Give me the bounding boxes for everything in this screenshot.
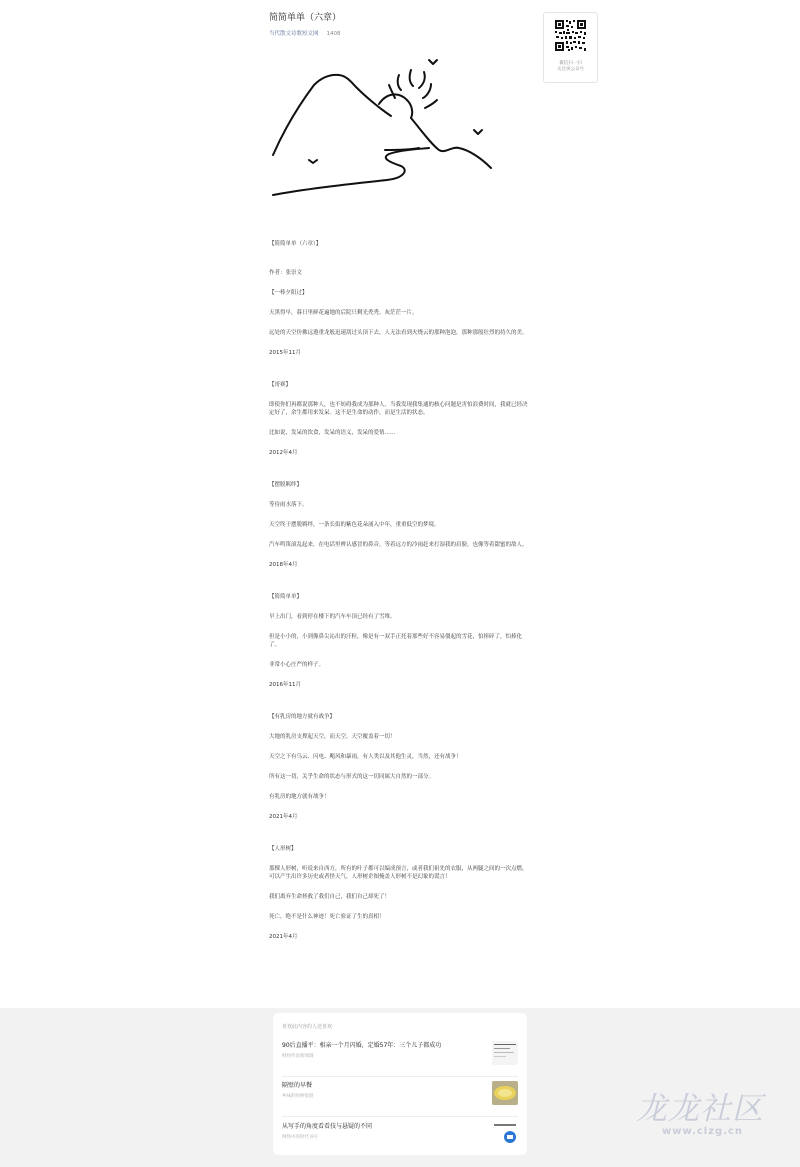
recommend-item[interactable] <box>282 1122 518 1154</box>
recommend-item-source: 乡味的时候很晨 <box>282 1094 314 1099</box>
article-paragraph: 我们离弃生命拯救了我们自己，我们自己却死了！ <box>269 894 391 900</box>
article-paragraph: 那棵人形树，听说来自西方，所有的叶子都可以编成预言，或者我们祖先的衣服，从两腿之间的一次点燃，可以产生出许多历史或者怪天气，人形树企图掩盖人形树不是幻象的谎言！ <box>269 866 528 880</box>
site-watermark <box>636 1092 786 1142</box>
article-paragraph: 大地的乳房支撑起天空，而天空，天空覆盖着一切！ <box>269 734 396 740</box>
hero-illustration <box>269 50 511 200</box>
article-date: 2021年4月 <box>269 814 298 820</box>
read-count: 1408 <box>326 31 341 37</box>
recommend-thumbnail <box>492 1122 518 1146</box>
article-paragraph: 非常小心庄严的样子。 <box>269 662 325 668</box>
qr-caption-line2: 关注该公众号 <box>557 67 584 72</box>
article-body <box>269 240 531 941</box>
article-date: 2021年4月 <box>269 934 298 940</box>
article-paragraph: 有乳房的地方就有战争！ <box>269 794 330 800</box>
qr-code-icon <box>554 19 587 52</box>
article-paragraph: 天黑得早，暮日里鲜花遍地的后院只剩光秃秃、灰茫茫一片。 <box>269 310 418 316</box>
recommend-section <box>0 1008 800 1167</box>
article-paragraph: 【有乳房的地方就有战争】 <box>269 714 336 720</box>
article-paragraph: 【简简单单（六章）】 <box>269 241 322 247</box>
qr-caption <box>544 61 597 73</box>
qr-follow-box[interactable] <box>543 12 598 83</box>
article-paragraph: 【哥赛】 <box>269 382 292 388</box>
article-paragraph: 即使你们再都说那种人，也不妨碍我成为那种人。当我发现我集通的核心问题是害怕浪费时间，我就已经决定好了，余生都用来发呆。这不是生命的动作，而是生活的状态。 <box>269 402 528 416</box>
article <box>269 10 531 953</box>
article-paragraph: 等待雨水落下。 <box>269 502 308 508</box>
article-paragraph: 早上出门，看到停在楼下的汽车车顶已经有了雪堆。 <box>269 614 396 620</box>
recommend-item[interactable] <box>282 1041 518 1073</box>
article-paragraph: 作者：张崇文 <box>269 270 303 276</box>
watermark-logo-text: 龙龙社区 <box>636 1091 764 1127</box>
article-paragraph: 【人形树】 <box>269 846 297 852</box>
qr-caption-line1: 微信扫一扫 <box>559 61 582 66</box>
recommend-thumbnail <box>492 1041 518 1065</box>
recommend-item-title: 隔壁的早餐 <box>282 1082 313 1089</box>
account-link[interactable]: 当代散文诗歌短文网 <box>269 31 319 37</box>
recommend-item-title: 90后直播平：相亲一个月闪婚，定婚57年：三个儿子都成功 <box>282 1042 442 1049</box>
article-paragraph: 天空之下有乌云、闪电、飓风和暴雨，有人类以及其他生灵，当然，还有战争！ <box>269 754 462 760</box>
recommend-header: 喜欢此内容的人还喜欢 <box>282 1024 333 1030</box>
article-paragraph: 【摆脱羁绊】 <box>269 482 303 488</box>
article-paragraph: 死亡，绝不是什么神迹！死亡验证了生的真相！ <box>269 914 385 920</box>
recommend-item-source: 财经传说新闻调 <box>282 1054 314 1059</box>
recommend-item-title: 从写手的角度看看技与悬疑的不同 <box>282 1123 373 1130</box>
article-title: 简简单单（六章） <box>269 13 342 23</box>
article-date: 2015年11月 <box>269 350 301 356</box>
recommend-item-source: 网络中的时代书号 <box>282 1135 318 1140</box>
article-meta <box>269 30 531 38</box>
divider <box>282 1116 518 1117</box>
article-paragraph: 所有这一切，关乎生命的状态与形式的这一切同属大自然的一部分。 <box>269 774 435 780</box>
watermark-url: www.clzg.cn <box>662 1126 744 1137</box>
article-date: 2016年11月 <box>269 682 301 688</box>
article-paragraph: 比如说，发呆的饮食，发呆的语义，发呆的爱情…… <box>269 430 396 436</box>
article-date: 2018年4月 <box>269 562 298 568</box>
recommend-card <box>273 1013 527 1155</box>
article-paragraph: 但是小小的，小到像鼻尖沁出的汗粒，像是有一双手正托着那些好不容易僵起的雪花，怕摔碎了，怕捧化了。 <box>269 634 523 648</box>
article-paragraph: 远处的天空仿佛远遨重龙般迅速刮过头顶下去，人无法看到火烧云的那种泡泡，那种那般壮烈的持久的美。 <box>269 330 528 336</box>
article-paragraph: 汽车鸣笛滚乱起来。在电话里辨认感冒的鼻音，等着远方的冷雨赶来打湿我的肩膀，也像等着甜蜜的敌人。 <box>269 542 528 548</box>
recommend-item[interactable] <box>282 1081 518 1113</box>
article-date: 2012年4月 <box>269 450 298 456</box>
article-paragraph: 天空终于摆脱羁绊，一条长街的紫色花朵涌入中年，重重低空的梦境。 <box>269 522 440 528</box>
divider <box>282 1076 518 1077</box>
article-paragraph: 【简简单单】 <box>269 594 303 600</box>
article-paragraph: 【一棒夕阳过】 <box>269 290 308 296</box>
recommend-thumbnail <box>492 1081 518 1105</box>
